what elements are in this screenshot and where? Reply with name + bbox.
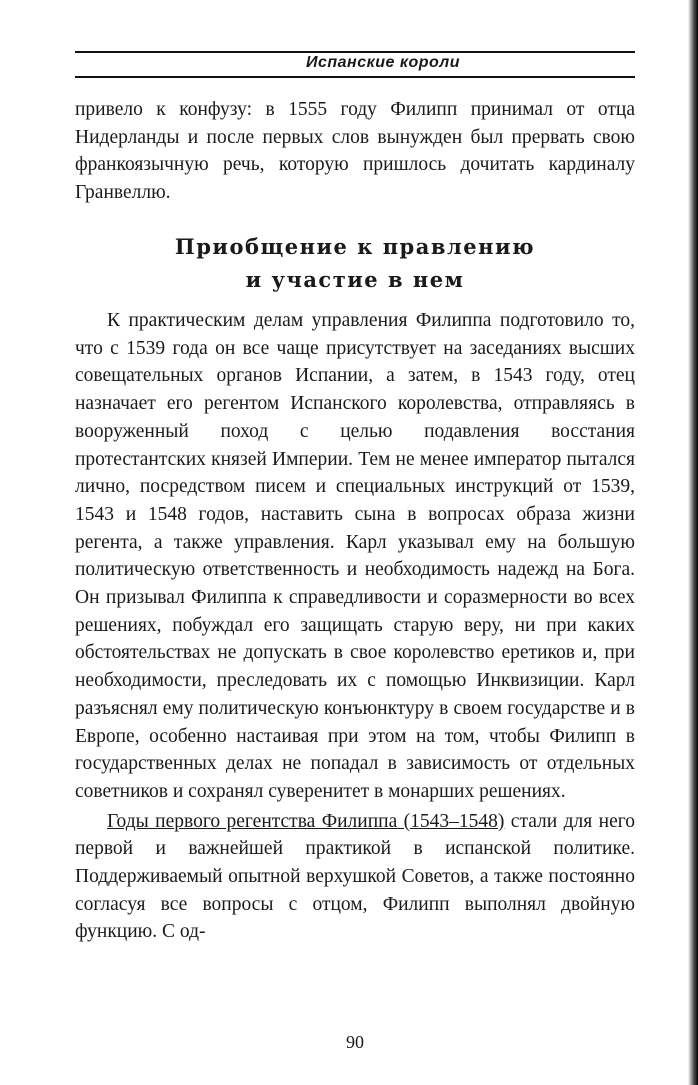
section-paragraph-1: К практическим делам управления Филиппа подготовило то, что с 1539 года он все чаще присутствует на заседаниях высших совещательных органов Испании, а затем, в 1543 году, отец назначает его регентом Испанского королевства, отправляясь в вооруженный поход с целью подавления восстания протестантских князей Империи. Тем не менее император пытался лично, посредством писем и специальных инструкций от 1539, 1543 и 1548 годов, наставить сына в вопросах образа жизни регента, а также управления. Карл указывал ему на большую политическую ответственность и необходимость надежд на Бога. Он призывал Филиппа к справедливости и соразмерности во всех решениях, побуждал его защищать старую веру, ни при каких обстоятельствах не допускать в свое королевство еретиков и, при необходимости, преследовать их с помощью Инквизиции. Карл разъяснял ему политическую конъюнктуру в своем государстве и в Европе, особенно настаивая при этом на том, чтобы Филипп в государственных делах не попадал в зависимость от отдельных советников и сохранял суверенитет в монарших решениях. [75,310,635,802]
section-heading [75,230,635,296]
section-paragraph-2 [75,808,635,947]
continued-paragraph-text: привело к конфузу: в 1555 году Филипп принимал от отца Нидерланды и после первых слов вынужден был прервать свою франкоязычную речь, которую пришлось дочитать кардиналу Гранвеллю. [75,99,635,204]
continued-paragraph [75,96,635,207]
header-rule-bottom [75,76,635,78]
section-heading-line2: и участие в нем [245,267,465,292]
section-paragraph-2-rest: стали для него первой и важнейшей практикой в испанской политике. Поддерживаемый опытной верхушкой Советов, а также постоянно согласуя все вопросы с отцом, Филипп выполнял двойную функцию. С од- [75,810,635,943]
underlined-phrase: Годы первого регентства Филиппа (1543–1548) [107,810,505,832]
section-heading-line1: Приобщение к правлению [174,234,536,259]
scan-edge-shadow [688,0,698,1085]
page-number: 90 [346,1032,364,1052]
section-body [75,307,635,946]
running-title: Испанские короли [305,54,460,71]
